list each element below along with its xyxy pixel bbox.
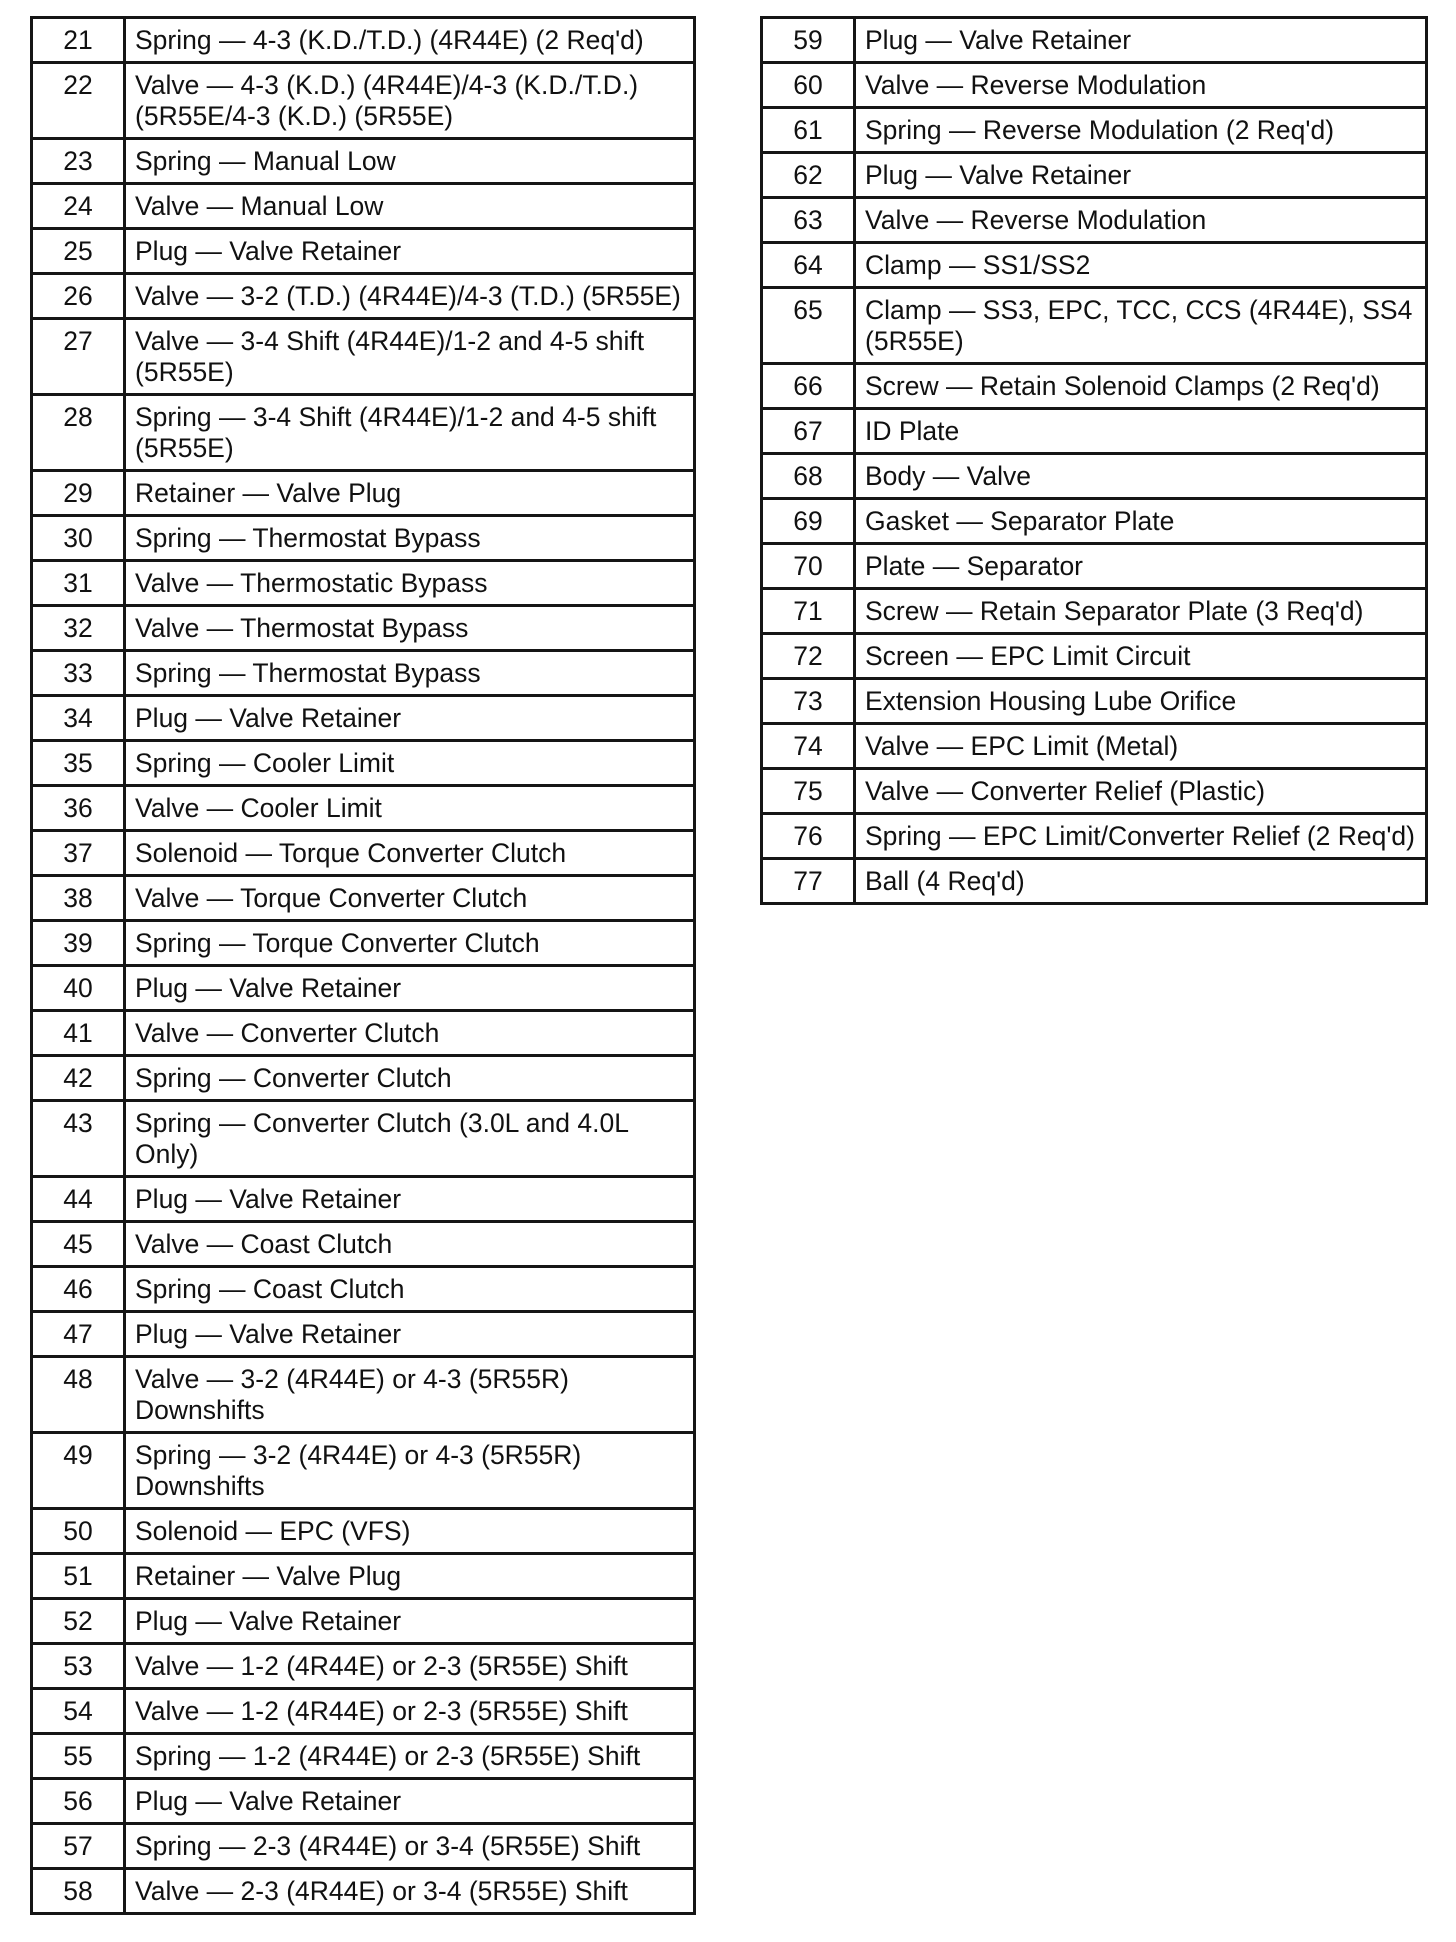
item-number: 30 [32, 516, 125, 561]
table-row [762, 243, 1427, 288]
item-description: Spring — EPC Limit/Converter Relief (2 Req'd) [855, 814, 1427, 859]
item-number: 42 [32, 1056, 125, 1101]
table-row [32, 319, 695, 395]
item-number: 71 [762, 589, 855, 634]
table-row [32, 1222, 695, 1267]
item-description: Spring — Converter Clutch [125, 1056, 695, 1101]
item-number: 54 [32, 1689, 125, 1734]
item-number: 63 [762, 198, 855, 243]
item-number: 38 [32, 876, 125, 921]
table-row [32, 966, 695, 1011]
item-description: Spring — 3-2 (4R44E) or 4-3 (5R55R) Downshifts [125, 1433, 695, 1509]
table-row [762, 679, 1427, 724]
item-description: Spring — Coast Clutch [125, 1267, 695, 1312]
table-row [32, 1779, 695, 1824]
item-number: 70 [762, 544, 855, 589]
item-number: 46 [32, 1267, 125, 1312]
item-number: 50 [32, 1509, 125, 1554]
item-description: Spring — Thermostat Bypass [125, 516, 695, 561]
item-number: 62 [762, 153, 855, 198]
item-description: Valve — 1-2 (4R44E) or 2-3 (5R55E) Shift [125, 1644, 695, 1689]
item-description: Spring — Cooler Limit [125, 741, 695, 786]
table-row [762, 18, 1427, 63]
item-number: 21 [32, 18, 125, 63]
item-number: 28 [32, 395, 125, 471]
item-description: Plug — Valve Retainer [125, 1177, 695, 1222]
table-row [32, 561, 695, 606]
table-row [32, 18, 695, 63]
item-number: 65 [762, 288, 855, 364]
item-number: 51 [32, 1554, 125, 1599]
table-row [762, 153, 1427, 198]
item-description: Spring — Reverse Modulation (2 Req'd) [855, 108, 1427, 153]
item-number: 36 [32, 786, 125, 831]
item-number: 23 [32, 139, 125, 184]
item-number: 41 [32, 1011, 125, 1056]
item-description: Valve — Cooler Limit [125, 786, 695, 831]
table-row [32, 1177, 695, 1222]
table-row [32, 184, 695, 229]
table-row [32, 63, 695, 139]
item-description: Valve — 3-2 (T.D.) (4R44E)/4-3 (T.D.) (5R55E) [125, 274, 695, 319]
item-number: 26 [32, 274, 125, 319]
table-row [32, 1644, 695, 1689]
item-description: Valve — 4-3 (K.D.) (4R44E)/4-3 (K.D./T.D.) (5R55E/4-3 (K.D.) (5R55E) [125, 63, 695, 139]
item-description: Valve — 2-3 (4R44E) or 3-4 (5R55E) Shift [125, 1869, 695, 1914]
table-row [762, 454, 1427, 499]
item-number: 64 [762, 243, 855, 288]
item-number: 47 [32, 1312, 125, 1357]
item-description: Screw — Retain Separator Plate (3 Req'd) [855, 589, 1427, 634]
item-number: 44 [32, 1177, 125, 1222]
item-description: Solenoid — EPC (VFS) [125, 1509, 695, 1554]
item-number: 69 [762, 499, 855, 544]
item-description: Body — Valve [855, 454, 1427, 499]
item-description: Plug — Valve Retainer [125, 1312, 695, 1357]
item-description: Valve — Converter Clutch [125, 1011, 695, 1056]
table-row [762, 63, 1427, 108]
table-row [32, 471, 695, 516]
table-row [32, 831, 695, 876]
table-row [762, 288, 1427, 364]
table-row [762, 589, 1427, 634]
item-description: Spring — 4-3 (K.D./T.D.) (4R44E) (2 Req'd) [125, 18, 695, 63]
item-number: 48 [32, 1357, 125, 1433]
table-row [32, 1101, 695, 1177]
table-row [32, 651, 695, 696]
parts-table-right-body [762, 18, 1427, 904]
table-row [762, 409, 1427, 454]
table-row [32, 1824, 695, 1869]
item-description: Clamp — SS1/SS2 [855, 243, 1427, 288]
item-description: Screw — Retain Solenoid Clamps (2 Req'd) [855, 364, 1427, 409]
item-number: 39 [32, 921, 125, 966]
item-number: 56 [32, 1779, 125, 1824]
item-description: Valve — Coast Clutch [125, 1222, 695, 1267]
table-row [32, 741, 695, 786]
item-number: 75 [762, 769, 855, 814]
item-description: Plug — Valve Retainer [855, 153, 1427, 198]
table-row [32, 1599, 695, 1644]
table-row [32, 1011, 695, 1056]
table-row [762, 364, 1427, 409]
table-row [32, 229, 695, 274]
item-description: Valve — Reverse Modulation [855, 63, 1427, 108]
table-row [762, 499, 1427, 544]
item-number: 77 [762, 859, 855, 904]
item-number: 52 [32, 1599, 125, 1644]
table-row [32, 876, 695, 921]
item-number: 45 [32, 1222, 125, 1267]
table-row [32, 395, 695, 471]
table-row [32, 1734, 695, 1779]
table-row [32, 921, 695, 966]
item-description: Valve — 3-4 Shift (4R44E)/1-2 and 4-5 shift (5R55E) [125, 319, 695, 395]
item-number: 24 [32, 184, 125, 229]
table-row [762, 814, 1427, 859]
table-row [32, 1869, 695, 1914]
table-row [32, 1509, 695, 1554]
item-number: 72 [762, 634, 855, 679]
item-number: 29 [32, 471, 125, 516]
table-row [32, 274, 695, 319]
item-description: Plug — Valve Retainer [855, 18, 1427, 63]
item-description: Gasket — Separator Plate [855, 499, 1427, 544]
item-description: Valve — Manual Low [125, 184, 695, 229]
item-description: Valve — Thermostatic Bypass [125, 561, 695, 606]
item-number: 59 [762, 18, 855, 63]
table-row [32, 786, 695, 831]
item-number: 73 [762, 679, 855, 724]
item-description: Valve — 3-2 (4R44E) or 4-3 (5R55R) Downshifts [125, 1357, 695, 1433]
table-row [32, 1312, 695, 1357]
item-number: 22 [32, 63, 125, 139]
item-description: Valve — Converter Relief (Plastic) [855, 769, 1427, 814]
item-description: Spring — Converter Clutch (3.0L and 4.0L Only) [125, 1101, 695, 1177]
item-number: 35 [32, 741, 125, 786]
table-row [32, 516, 695, 561]
item-description: Plug — Valve Retainer [125, 1779, 695, 1824]
table-row [32, 1554, 695, 1599]
table-row [32, 139, 695, 184]
table-row [762, 859, 1427, 904]
item-number: 27 [32, 319, 125, 395]
item-description: Plug — Valve Retainer [125, 966, 695, 1011]
item-description: Spring — 1-2 (4R44E) or 2-3 (5R55E) Shift [125, 1734, 695, 1779]
item-description: Plug — Valve Retainer [125, 229, 695, 274]
item-description: Plug — Valve Retainer [125, 1599, 695, 1644]
item-description: Spring — 2-3 (4R44E) or 3-4 (5R55E) Shift [125, 1824, 695, 1869]
item-number: 53 [32, 1644, 125, 1689]
item-description: ID Plate [855, 409, 1427, 454]
item-description: Spring — 3-4 Shift (4R44E)/1-2 and 4-5 shift (5R55E) [125, 395, 695, 471]
item-description: Valve — EPC Limit (Metal) [855, 724, 1427, 769]
item-number: 32 [32, 606, 125, 651]
item-description: Valve — Torque Converter Clutch [125, 876, 695, 921]
parts-table-right [760, 16, 1428, 905]
item-description: Retainer — Valve Plug [125, 1554, 695, 1599]
item-description: Retainer — Valve Plug [125, 471, 695, 516]
item-description: Screen — EPC Limit Circuit [855, 634, 1427, 679]
table-row [32, 1267, 695, 1312]
item-number: 33 [32, 651, 125, 696]
item-number: 68 [762, 454, 855, 499]
item-description: Valve — 1-2 (4R44E) or 2-3 (5R55E) Shift [125, 1689, 695, 1734]
item-number: 66 [762, 364, 855, 409]
table-row [762, 108, 1427, 153]
item-number: 31 [32, 561, 125, 606]
table-row [32, 1689, 695, 1734]
table-row [762, 634, 1427, 679]
item-number: 74 [762, 724, 855, 769]
item-number: 37 [32, 831, 125, 876]
table-row [762, 198, 1427, 243]
table-row [32, 1357, 695, 1433]
table-row [762, 544, 1427, 589]
item-description: Spring — Torque Converter Clutch [125, 921, 695, 966]
table-row [32, 1056, 695, 1101]
item-number: 34 [32, 696, 125, 741]
item-description: Spring — Thermostat Bypass [125, 651, 695, 696]
item-number: 60 [762, 63, 855, 108]
item-description: Solenoid — Torque Converter Clutch [125, 831, 695, 876]
table-row [32, 696, 695, 741]
item-description: Extension Housing Lube Orifice [855, 679, 1427, 724]
item-description: Valve — Thermostat Bypass [125, 606, 695, 651]
item-description: Valve — Reverse Modulation [855, 198, 1427, 243]
parts-table-left-body [32, 18, 695, 1914]
parts-table-left [30, 16, 696, 1915]
item-description: Plug — Valve Retainer [125, 696, 695, 741]
item-number: 76 [762, 814, 855, 859]
table-row [762, 724, 1427, 769]
table-row [32, 1433, 695, 1509]
item-number: 49 [32, 1433, 125, 1509]
item-description: Plate — Separator [855, 544, 1427, 589]
item-number: 58 [32, 1869, 125, 1914]
item-number: 43 [32, 1101, 125, 1177]
item-number: 61 [762, 108, 855, 153]
table-row [32, 606, 695, 651]
item-description: Ball (4 Req'd) [855, 859, 1427, 904]
item-number: 25 [32, 229, 125, 274]
item-number: 57 [32, 1824, 125, 1869]
item-description: Clamp — SS3, EPC, TCC, CCS (4R44E), SS4 (5R55E) [855, 288, 1427, 364]
item-number: 67 [762, 409, 855, 454]
item-number: 55 [32, 1734, 125, 1779]
table-row [762, 769, 1427, 814]
item-description: Spring — Manual Low [125, 139, 695, 184]
item-number: 40 [32, 966, 125, 1011]
